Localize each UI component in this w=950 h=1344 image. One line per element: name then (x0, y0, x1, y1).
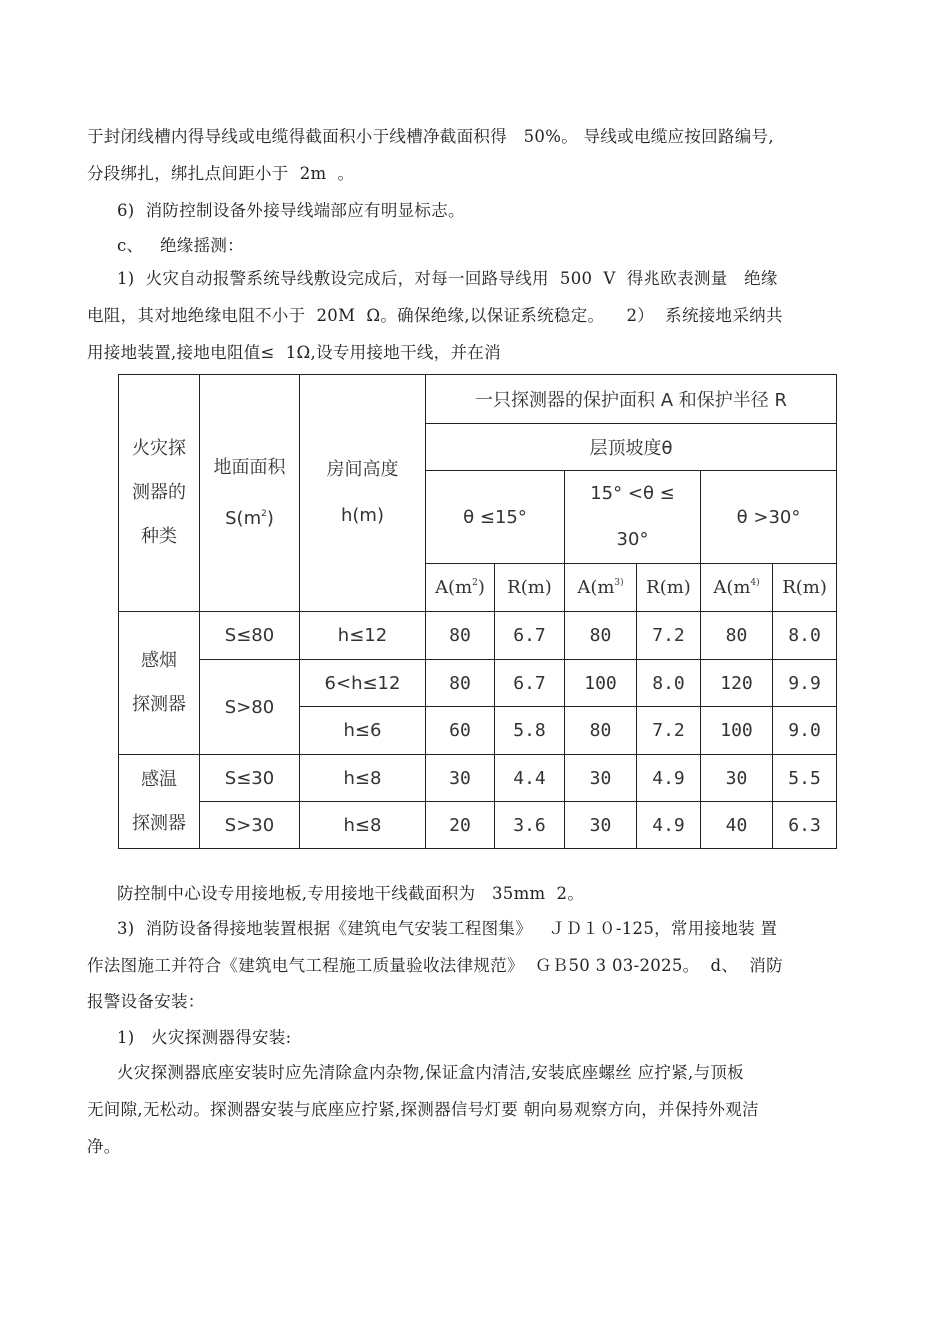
room-height-cell: h≤8 (300, 802, 426, 849)
area-cell: 30 (426, 755, 495, 802)
paragraph-line-15: 净。 (87, 1137, 121, 1156)
radius-cell: 7.2 (637, 707, 701, 755)
paragraph-line-13: 火灾探测器底座安装时应先清除盒内杂物,保证盒内清洁,安装底座螺丝 应拧紧,与顶板 (117, 1063, 744, 1082)
paragraph-line-11: 报警设备安装： (87, 992, 205, 1011)
radius-cell: 6.7 (495, 612, 565, 660)
slope-15-30-line-1: 15° <θ ≤ (590, 483, 675, 504)
floor-area-cell: S>80 (200, 660, 300, 755)
paragraph-line-1: 于封闭线槽内得导线或电缆得截面积小于线槽净截面积得 50%。 导线或电缆应按回路编号, (87, 127, 774, 146)
detector-type-header-line-1: 火灾探 (132, 438, 186, 459)
paragraph-line-2: 分段绑扎，绑扎点间距小于 2m 。 (87, 164, 355, 183)
paragraph-line-14: 无间隙,无松动。探测器安装与底座应拧紧,探测器信号灯要 朝向易观察方向，并保持外观洁 (87, 1100, 759, 1119)
room-height-unit: h(m) (341, 505, 384, 526)
area-cell: 30 (565, 755, 637, 802)
area-col-1-header (426, 564, 495, 612)
paragraph-line-12: 1) 火灾探测器得安装: (117, 1028, 292, 1047)
area-cell: 60 (426, 707, 495, 755)
detector-type-header-line-3: 种类 (141, 526, 177, 547)
slope-15-30-header (565, 471, 701, 564)
area-cell: 80 (565, 612, 637, 660)
radius-cell: 5.5 (773, 755, 837, 802)
area-cell: 120 (701, 660, 773, 707)
radius-cell: 6.3 (773, 802, 837, 849)
radius-cell: 6.7 (495, 660, 565, 707)
floor-area-unit-base: S(m (225, 507, 262, 529)
area-cell: 20 (426, 802, 495, 849)
detector-type-header (119, 375, 200, 612)
radius-col-3-header: R(m) (773, 564, 837, 612)
floor-area-unit-sup: 2 (261, 508, 267, 519)
table-row (119, 755, 837, 802)
floor-area-cell: S≤30 (200, 755, 300, 802)
room-height-cell: h≤12 (300, 612, 426, 660)
room-height-cell: h≤6 (300, 707, 426, 755)
area-col-3-sup: 4) (750, 578, 760, 588)
area-cell: 30 (565, 802, 637, 849)
floor-area-cell: S≤80 (200, 612, 300, 660)
radius-cell: 5.8 (495, 707, 565, 755)
heat-detector-label-line-1: 感温 (141, 768, 177, 790)
area-col-3-base: A(m (713, 577, 751, 598)
radius-cell: 4.9 (637, 802, 701, 849)
room-height-cell: h≤8 (300, 755, 426, 802)
area-col-2-header (565, 564, 637, 612)
smoke-detector-label-line-2: 探测器 (132, 694, 186, 715)
room-height-header (300, 375, 426, 612)
area-cell: 80 (426, 612, 495, 660)
paragraph-line-10: 作法图施工并符合《建筑电气工程施工质量验收法律规范》 ＧＢ50 3 03-2025。 d、 消防 (87, 956, 783, 975)
paragraph-line-7: 用接地装置,接地电阻值≤ 1Ω,设专用接地干线，并在消 (87, 343, 501, 362)
floor-area-unit-close: ) (266, 507, 274, 529)
paragraph-line-8: 防控制中心设专用接地板,专用接地干线截面积为 35mm 2。 (117, 884, 585, 903)
radius-col-1-header: R(m) (495, 564, 565, 612)
paragraph-line-3: 6) 消防控制设备外接导线端部应有明显标志。 (117, 201, 465, 220)
paragraph-line-5: 1) 火灾自动报警系统导线敷设完成后，对每一回路导线用 500 V 得兆欧表测量 绝缘 (117, 269, 778, 288)
area-col-2-sup: 3) (614, 578, 624, 588)
radius-col-2-header: R(m) (637, 564, 701, 612)
area-cell: 80 (701, 612, 773, 660)
heat-detector-label-line-2: 探测器 (132, 812, 186, 834)
paragraph-line-9: 3) 消防设备得接地装置根据《建筑电气安装工程图集》 ＪＤ１０-125，常用接地装 置 (117, 919, 778, 938)
slope-gt-30-header: θ >30° (701, 471, 837, 564)
floor-area-header-label: 地面面积 (213, 456, 286, 478)
paragraph-line-4: c、 绝缘摇测： (117, 236, 244, 255)
radius-cell: 4.9 (637, 755, 701, 802)
slope-le-15-header: θ ≤15° (426, 471, 565, 564)
area-col-1-sup: 2 (472, 578, 478, 588)
protection-area-header: 一只探测器的保护面积 A 和保护半径 R (426, 375, 837, 424)
area-cell: 80 (565, 707, 637, 755)
smoke-detector-label-line-1: 感烟 (141, 650, 177, 671)
floor-area-header (200, 375, 300, 612)
area-col-1-base: A(m (435, 577, 473, 598)
floor-area-cell: S>30 (200, 802, 300, 849)
radius-cell: 9.9 (773, 660, 837, 707)
room-height-cell: 6<h≤12 (300, 660, 426, 707)
radius-cell: 9.0 (773, 707, 837, 755)
detector-type-header-line-2: 测器的 (132, 482, 186, 503)
area-cell: 40 (701, 802, 773, 849)
table-row (119, 612, 837, 660)
heat-detector-label (119, 755, 200, 849)
radius-cell: 8.0 (773, 612, 837, 660)
radius-cell: 8.0 (637, 660, 701, 707)
floor-area-unit (200, 491, 299, 542)
area-col-2-base: A(m (577, 577, 615, 598)
room-height-header-label: 房间高度 (326, 459, 399, 480)
table-row (119, 802, 837, 849)
area-col-3-header (701, 564, 773, 612)
paragraph-line-6: 电阻，其对地绝缘电阻不小于 20M Ω。确保绝缘,以保证系统稳定。 2） 系统接地采纳共 (87, 306, 783, 325)
area-cell: 100 (701, 707, 773, 755)
radius-cell: 4.4 (495, 755, 565, 802)
table-row (119, 660, 837, 707)
area-col-1-close: ) (477, 577, 485, 598)
slope-15-30-line-2: 30° (616, 529, 649, 550)
detector-protection-table (118, 374, 837, 849)
area-cell: 30 (701, 755, 773, 802)
area-cell: 80 (426, 660, 495, 707)
smoke-detector-label (119, 612, 200, 755)
area-cell: 100 (565, 660, 637, 707)
radius-cell: 3.6 (495, 802, 565, 849)
roof-slope-header: 层顶坡度θ (426, 424, 837, 471)
radius-cell: 7.2 (637, 612, 701, 660)
